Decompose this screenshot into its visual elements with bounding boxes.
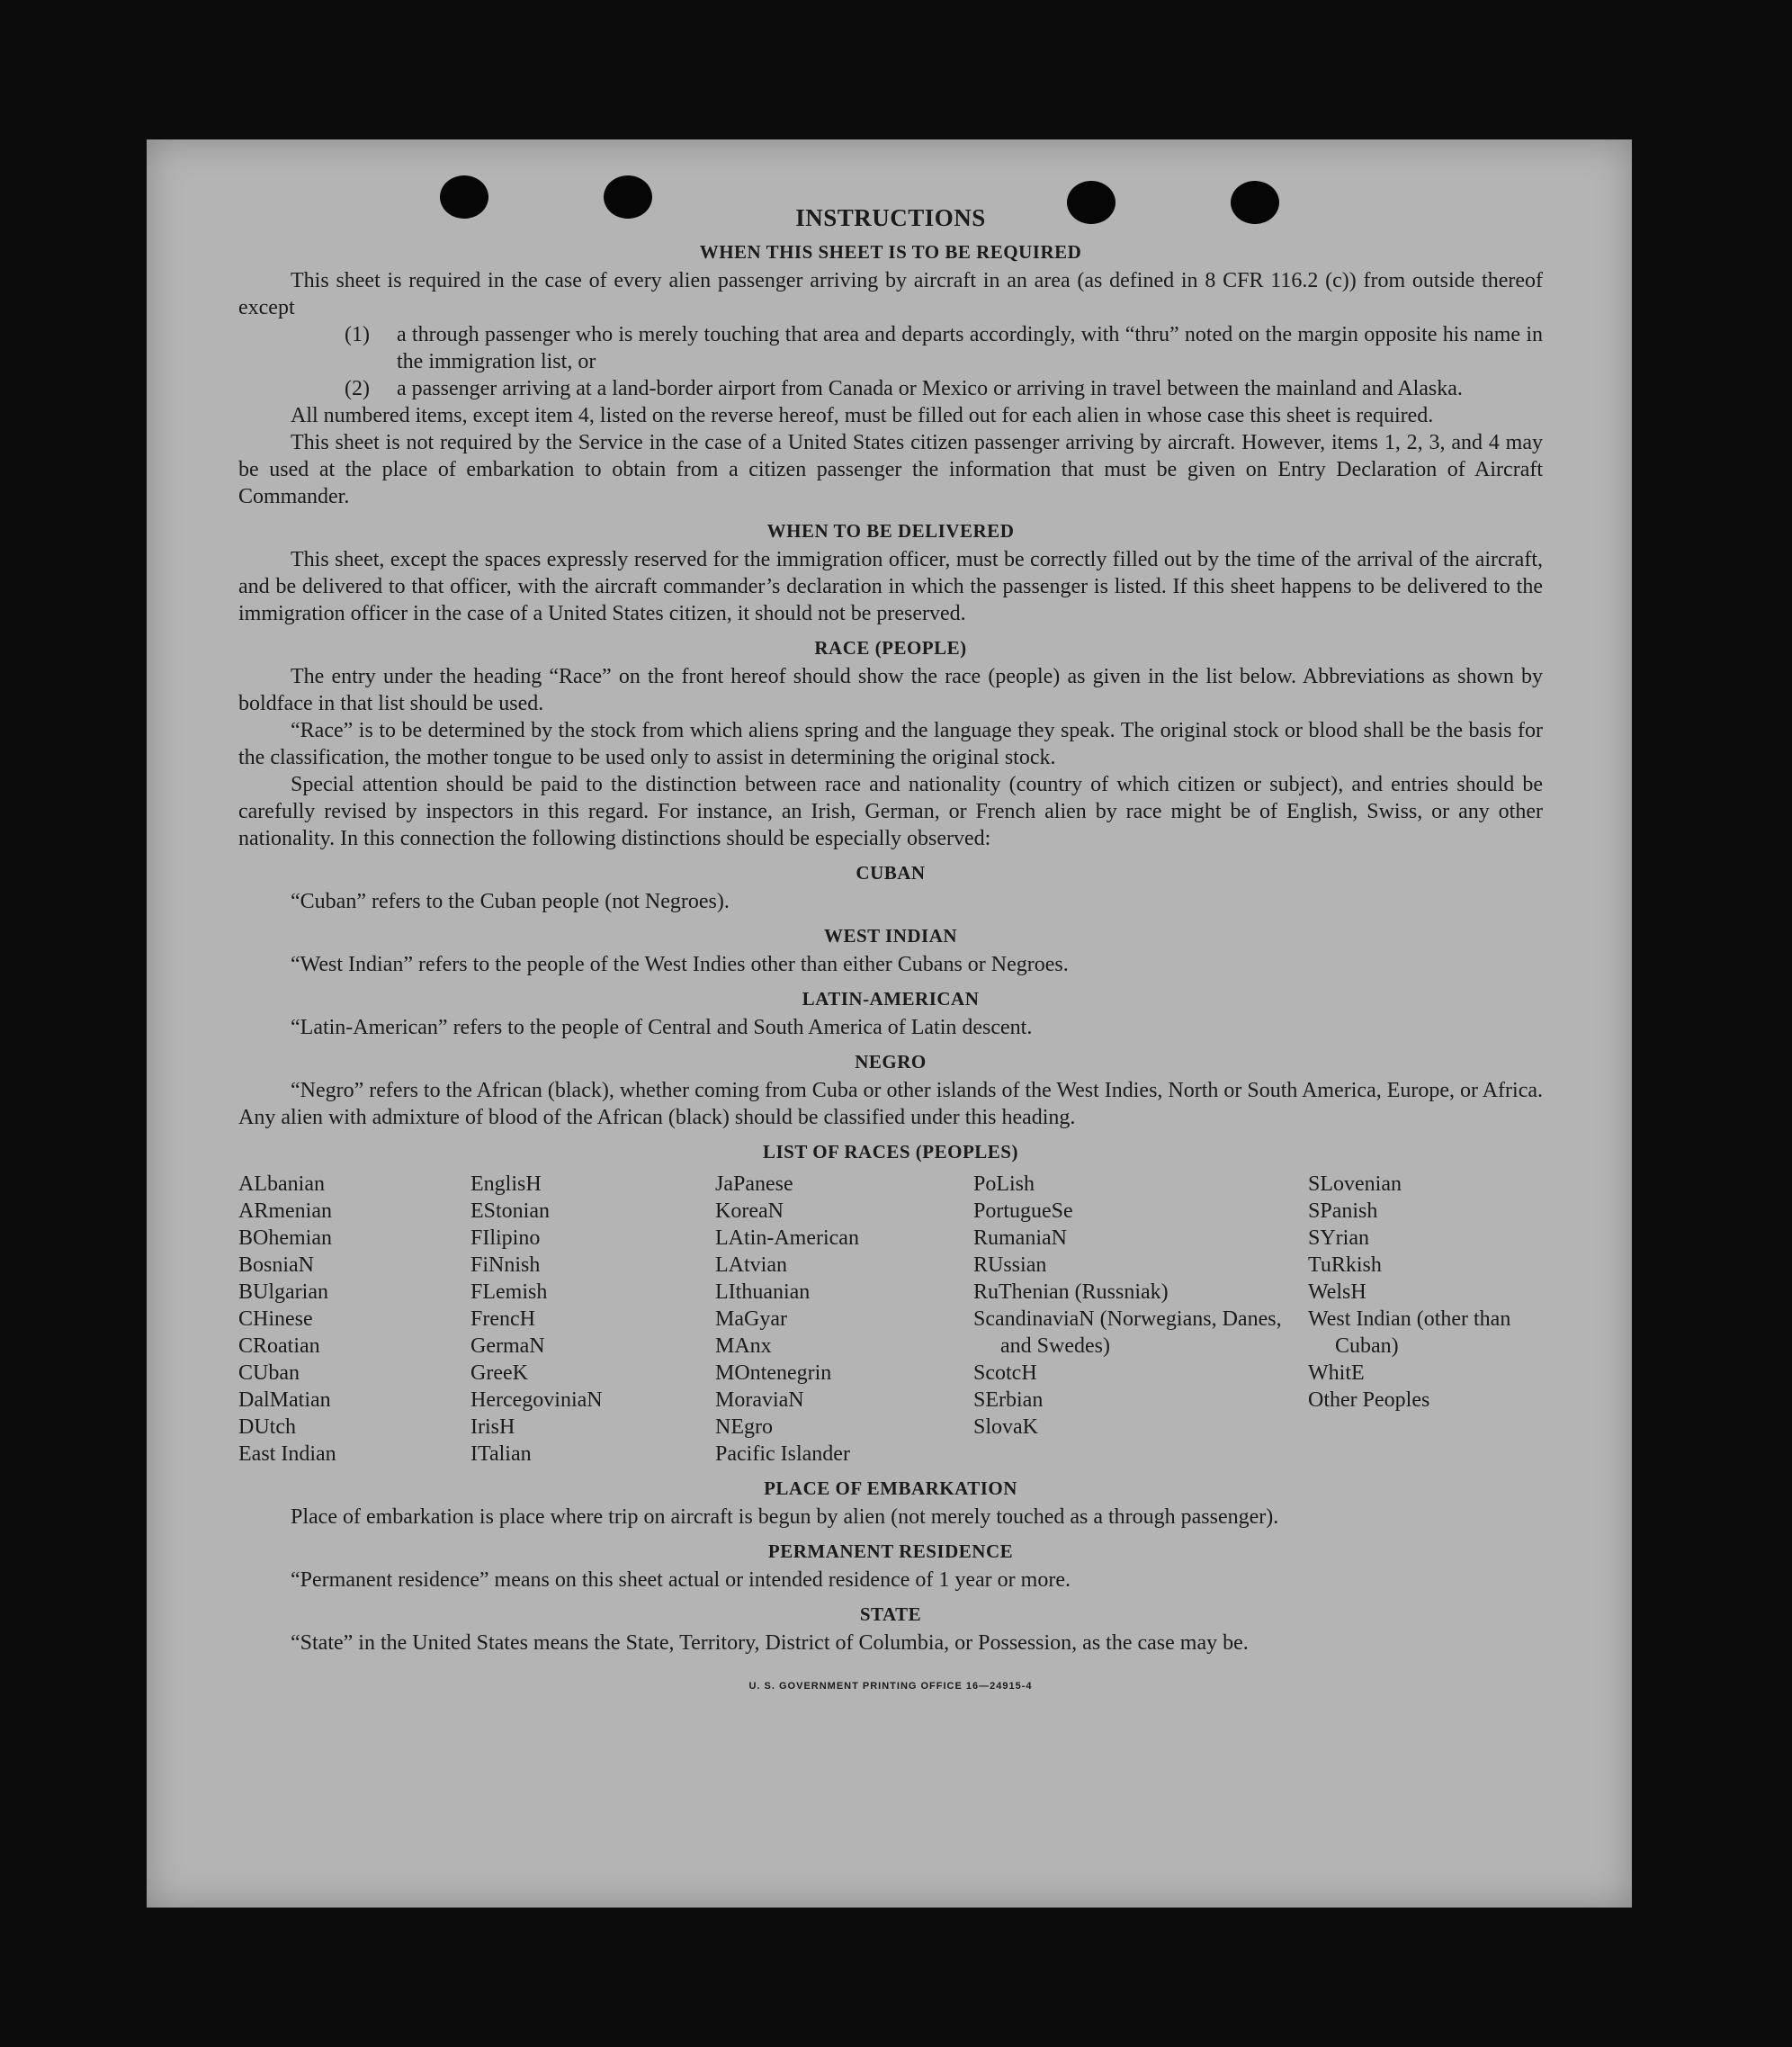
paragraph: Place of embarkation is place where trip on aircraft is begun by alien (not merely touched as a through passenger).	[291, 1505, 1279, 1529]
section-heading: WHEN TO BE DELIVERED	[766, 520, 1015, 542]
race-column	[238, 1171, 470, 1468]
race-item: IrisH	[470, 1415, 515, 1439]
race-item: Pacific Islander	[715, 1442, 850, 1466]
race-item: CHinese	[238, 1307, 313, 1331]
race-item: EStonian	[470, 1199, 550, 1223]
race-item: SErbian	[973, 1388, 1044, 1412]
document-sheet	[147, 139, 1632, 1908]
race-item: MaGyar	[715, 1307, 787, 1331]
section-heading: PLACE OF EMBARKATION	[764, 1477, 1017, 1499]
race-item: LAtin-American	[715, 1226, 859, 1250]
race-item: ITalian	[470, 1442, 532, 1466]
list-item	[345, 375, 1543, 402]
item-number: (1)	[345, 323, 370, 346]
race-item: SPanish	[1308, 1199, 1378, 1223]
race-item: EnglisH	[470, 1172, 542, 1196]
race-item: RUssian	[973, 1253, 1047, 1277]
race-item: FIlipino	[470, 1226, 541, 1250]
race-item: WelsH	[1308, 1280, 1366, 1304]
race-item: RumaniaN	[973, 1226, 1067, 1250]
race-item: WhitE	[1308, 1361, 1365, 1385]
section-heading: LATIN-AMERICAN	[802, 988, 980, 1010]
race-item: Other Peoples	[1308, 1388, 1430, 1412]
race-item: LIthuanian	[715, 1280, 811, 1304]
race-item: LAtvian	[715, 1253, 787, 1277]
paragraph: “State” in the United States means the State, Territory, District of Columbia, or Possession, as the case may be.	[291, 1631, 1249, 1655]
race-item: KoreaN	[715, 1199, 784, 1223]
race-item: JaPanese	[715, 1172, 793, 1196]
race-item: TuRkish	[1308, 1253, 1382, 1277]
section-heading: STATE	[859, 1603, 922, 1625]
paragraph: This sheet, except the spaces expressly reserved for the immigration officer, must be correctly filled out by the time of the arrival of the aircraft, and be delivered to that officer, with the aircraft commander’s declaration in which the passenger is listed. If this sheet happens to be delivered to the immigration officer in the case of a United States citizen, it should not be preserved.	[238, 548, 1543, 625]
race-item: SYrian	[1308, 1226, 1369, 1250]
paragraph: “Negro” refers to the African (black), whether coming from Cuba or other islands of the West Indies, North or South America, Europe, or Africa. Any alien with admixture of blood of the African (black) should be classified under this heading.	[238, 1079, 1543, 1129]
race-item: GreeK	[470, 1361, 528, 1385]
race-item: DUtch	[238, 1415, 296, 1439]
race-item: CUban	[238, 1361, 300, 1385]
section-heading: CUBAN	[856, 862, 926, 884]
race-item: MAnx	[715, 1334, 772, 1358]
section-heading: PERMANENT RESIDENCE	[767, 1540, 1014, 1562]
instructions-content	[238, 204, 1543, 1700]
race-item: ScotcH	[973, 1361, 1037, 1385]
item-text: a passenger arriving at a land-border airport from Canada or Mexico or arriving in travel between the mainland and Alaska.	[397, 377, 1463, 400]
race-column	[470, 1171, 715, 1468]
race-item: BUlgarian	[238, 1280, 328, 1304]
race-item: BOhemian	[238, 1226, 332, 1250]
page-title: INSTRUCTIONS	[795, 204, 986, 231]
race-item: RuThenian (Russniak)	[973, 1280, 1169, 1304]
section-heading: NEGRO	[855, 1051, 927, 1073]
race-column	[715, 1171, 973, 1468]
race-item: ScandinaviaN (Norwegians, Danes, and Swedes)	[973, 1307, 1282, 1358]
race-item: ARmenian	[238, 1199, 332, 1223]
section-heading: WHEN THIS SHEET IS TO BE REQUIRED	[699, 241, 1082, 263]
list-item	[345, 321, 1543, 375]
item-number: (2)	[345, 377, 370, 400]
paragraph: “Cuban” refers to the Cuban people (not Negroes).	[291, 890, 730, 913]
race-item: West Indian (other than Cuban)	[1308, 1307, 1511, 1358]
paragraph: “Race” is to be determined by the stock from which aliens spring and the language they speak. The original stock or blood shall be the basis for the classification, the mother tongue to be used only to assist in determining the original stock.	[238, 719, 1543, 769]
section-heading: WEST INDIAN	[823, 925, 958, 947]
paragraph: All numbered items, except item 4, listed on the reverse hereof, must be filled out for each alien in whose case this sheet is required.	[291, 404, 1434, 427]
race-item: FLemish	[470, 1280, 548, 1304]
race-column	[1308, 1171, 1543, 1468]
section-heading: LIST OF RACES (PEOPLES)	[763, 1141, 1018, 1163]
race-item: FiNnish	[470, 1253, 541, 1277]
printer-imprint: U. S. GOVERNMENT PRINTING OFFICE 16—24915-4	[748, 1681, 1033, 1692]
race-item: SlovaK	[973, 1415, 1038, 1439]
paragraph: This sheet is required in the case of every alien passenger arriving by aircraft in an area (as defined in 8 CFR 116.2 (c)) from outside thereof except	[238, 269, 1543, 319]
paragraph: The entry under the heading “Race” on the front hereof should show the race (people) as given in the list below. Abbreviations as shown by boldface in that list should be used.	[238, 665, 1543, 715]
race-item: SLovenian	[1308, 1172, 1402, 1196]
race-item: CRoatian	[238, 1334, 320, 1358]
race-item: PoLish	[973, 1172, 1035, 1196]
race-item: PortugueSe	[973, 1199, 1073, 1223]
race-item: DalMatian	[238, 1388, 331, 1412]
race-item: HercegoviniaN	[470, 1388, 603, 1412]
race-item: BosniaN	[238, 1253, 314, 1277]
race-item: East Indian	[238, 1442, 336, 1466]
race-item: ALbanian	[238, 1172, 325, 1196]
section-heading: RACE (PEOPLE)	[814, 637, 967, 659]
race-item: MoraviaN	[715, 1388, 804, 1412]
race-column	[973, 1171, 1308, 1468]
paragraph: “Permanent residence” means on this sheet actual or intended residence of 1 year or more.	[291, 1568, 1071, 1592]
paragraph: “Latin-American” refers to the people of Central and South America of Latin descent.	[291, 1016, 1033, 1039]
paragraph: This sheet is not required by the Service in the case of a United States citizen passenger arriving by aircraft. However, items 1, 2, 3, and 4 may be used at the place of embarkation to obtain from a citizen passenger the information that must be given on Entry Declaration of Aircraft Commander.	[238, 431, 1543, 508]
paragraph: Special attention should be paid to the distinction between race and nationality (country of which citizen or subject), and entries should be carefully revised by inspectors in this regard. For instance, an Irish, German, or French alien by race might be of English, Swiss, or any other nationality. In this connection the following distinctions should be especially observed:	[238, 773, 1543, 850]
race-list	[238, 1171, 1543, 1468]
race-item: GermaN	[470, 1334, 545, 1358]
paragraph: “West Indian” refers to the people of the West Indies other than either Cubans or Negroes.	[291, 953, 1069, 976]
item-text: a through passenger who is merely touching that area and departs accordingly, with “thru” noted on the margin opposite his name in the immigration list, or	[397, 323, 1543, 373]
race-item: NEgro	[715, 1415, 773, 1439]
race-item: MOntenegrin	[715, 1361, 832, 1385]
race-item: FrencH	[470, 1307, 535, 1331]
